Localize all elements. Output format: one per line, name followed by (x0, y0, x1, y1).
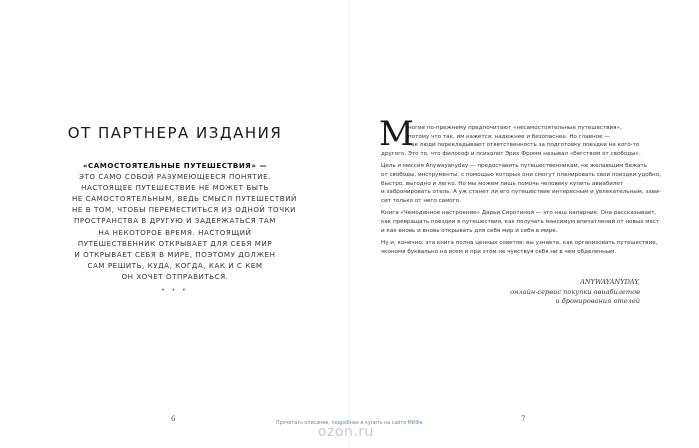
signature (500, 278, 640, 307)
ornament-dots: • • • (161, 287, 189, 294)
left-line: САМ РЕШИТЬ, КУДА, КОГДА, КАК И С КЕМ (87, 260, 263, 270)
body-line: от свободы, инструменты, с помощью которых они смогут планировать свои поездки удобно, (381, 171, 661, 178)
right-page-text (381, 124, 661, 256)
left-line: ПУТЕШЕСТВЕННИК ОТКРЫВАЕТ ДЛЯ СЕБЯ МИР (77, 238, 273, 248)
signature-line: онлайн-сервис покупки авиабилетов (510, 287, 640, 296)
body-line: Книга «Чемоданное настроение» Дарьи Сиротиной — это наш напарник. Она рассказывает, (381, 210, 657, 217)
left-line: НЕ САМОСТОЯТЕЛЬНЫМ, ВЕДЬ СМЫСЛ ПУТЕШЕСТВИЙ (72, 194, 297, 204)
signature-line: и бронирования отелей (555, 297, 640, 306)
left-line: ЭТО САМО СОБОЙ РАЗУМЕЮЩЕЕСЯ ПОНЯТИЕ. (79, 172, 271, 182)
body-line: экономя буквально на всем и при этом не чувствуя себя ни в чем обделенным. (381, 248, 617, 255)
page-number-right: 7 (521, 415, 526, 423)
body-line: Ну и, конечно, эта книга полна ценных советов: вы узнаете, как организовать путешествие, (381, 240, 658, 247)
left-line: ОН ХОЧЕТ ОТПРАВИТЬСЯ. (121, 271, 229, 281)
body-line: и забронировать отель. А уж станет ли его путешествие интересным и увлекательным, зави- (381, 189, 661, 196)
body-line: быстро, выгодно и легко. Но мы можем лишь помочь человеку купить авиабилет (381, 180, 624, 187)
publisher-link[interactable]: Прочитать описание, подробнее и купить на сайте МИФа (276, 421, 423, 426)
page-number-left: 6 (171, 415, 176, 423)
body-line: другого. Это то, что философ и психолог Эрих Фромм называл «бегством от свободы». (381, 150, 641, 157)
left-page-heading: ОТ ПАРТНЕРА ИЗДАНИЯ (67, 124, 283, 142)
body-line: и как вновь и вновь открывать для себя мир и себя в мире. (381, 227, 558, 234)
body-line: так люди перекладывают ответственность за подготовку поездки на кого-то (408, 142, 640, 149)
body-line: как превращать поездки в путешествия, как получать максимум впечатлений от новых мест (381, 218, 660, 225)
left-line: «САМОСТОЯТЕЛЬНЫЕ ПУТЕШЕСТВИЯ» — (82, 161, 268, 170)
left-line: НА НЕКОТОРОЕ ВРЕМЯ. НАСТОЯЩИЙ (98, 227, 252, 237)
left-line: НЕ В ТОМ, ЧТОБЫ ПЕРЕМЕСТИТЬСЯ ИЗ ОДНОЙ ТОЧКИ (72, 205, 297, 215)
page-gutter (348, 0, 350, 448)
left-line: НАСТОЯЩЕЕ ПУТЕШЕСТВИЕ НЕ МОЖЕТ БЫТЬ (81, 183, 269, 193)
ozon-watermark: ozon.ru (318, 424, 374, 440)
body-line: потому что так, им кажется, надежнее и безопаснее. Но главное — (408, 133, 610, 140)
body-line: сит только от него самого. (381, 197, 461, 204)
signature-line: ANYWAYANYDAY, (580, 278, 640, 286)
body-line: Цель и миссия Anywayanyday — предоставить путешественникам, не желающим бежать (381, 163, 648, 170)
left-line: ПРОСТРАНСТВА В ДРУГУЮ И ЗАДЕРЖАТЬСЯ ТАМ (74, 216, 276, 226)
left-page-text (72, 160, 297, 282)
body-line: ногие по-прежнему предпочитают «несамостоятельные путешествия», (408, 125, 622, 131)
left-line: И ОТКРЫВАЕТ СЕБЯ В МИРЕ, ПОЭТОМУ ДОЛЖЕН (74, 249, 276, 259)
drop-cap: М (379, 114, 414, 154)
